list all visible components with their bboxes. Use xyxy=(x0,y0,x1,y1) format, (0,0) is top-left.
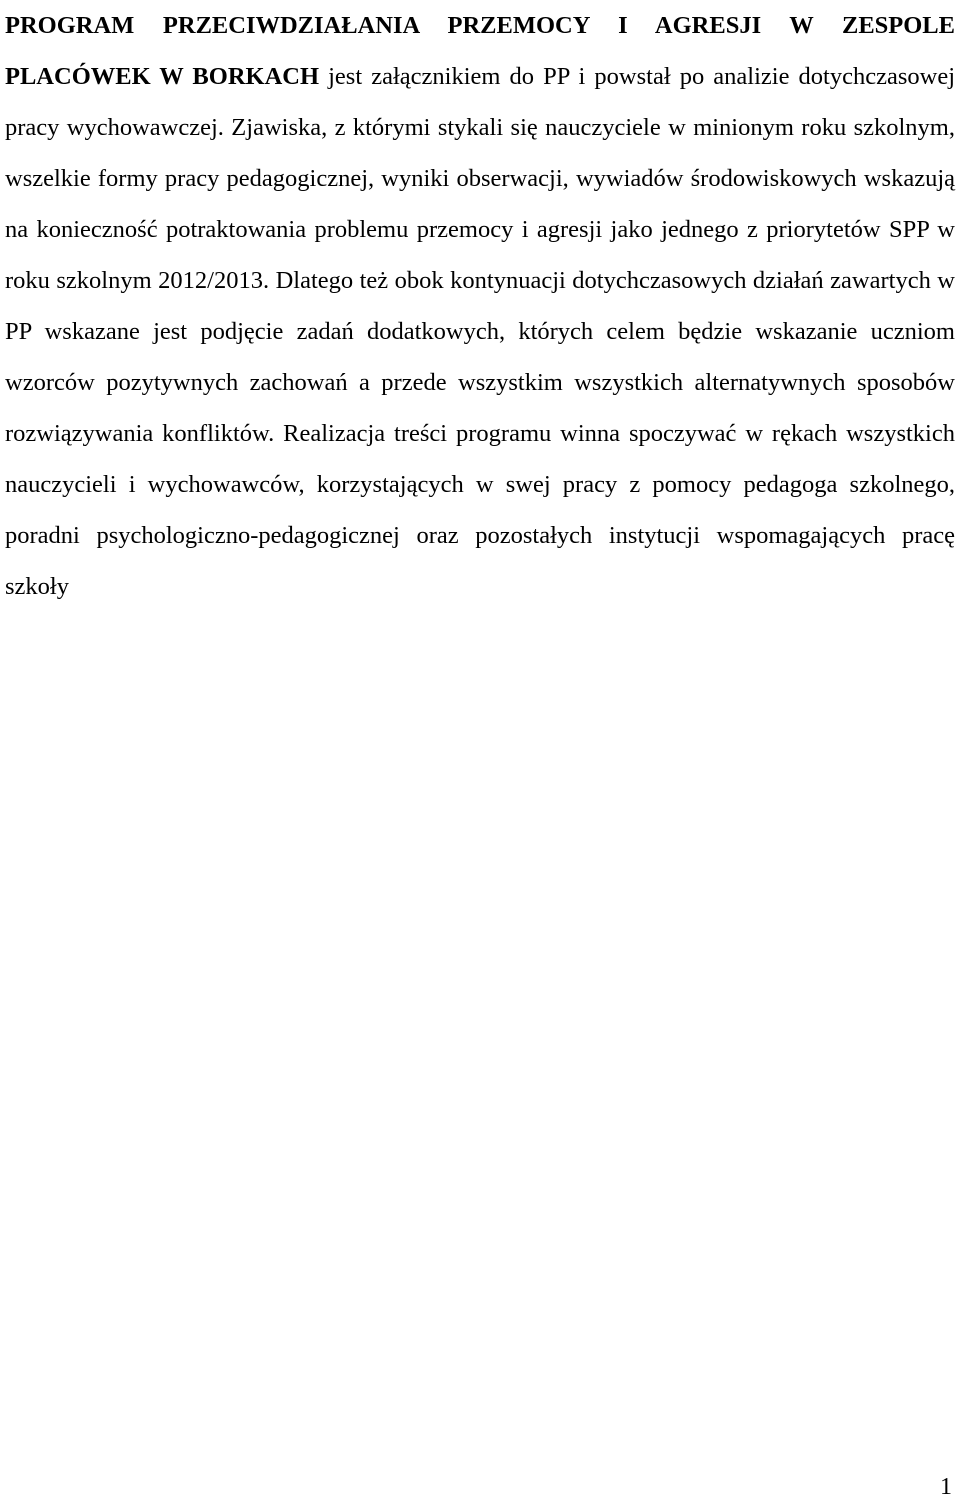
document-title: PROGRAM PRZECIWDZIAŁANIA PRZEMOCY I AGRESJI W ZESPOLE PLACÓWEK W BORKACH xyxy=(5,12,955,90)
page-number: 1 xyxy=(940,1474,952,1500)
document-paragraph-text: jest załącznikiem do PP i powstał po analizie dotychczasowej pracy wychowawczej. Zjawiska, z którymi stykali się nauczyciele w minionym roku szkolnym, wszelkie formy pracy pedagogicznej, wyniki obserwacji, wywiadów środowiskowych wskazują na konieczność potraktowania problemu przemocy i agresji jako jednego z priorytetów SPP w roku szkolnym 2012/2013. Dlatego też obok kontynuacji dotychczasowych działań zawartych w PP wskazane jest podjęcie zadań dodatkowych, których celem będzie wskazanie uczniom wzorców pozytywnych zachowań a przede wszystkim wszystkich alternatywnych sposobów rozwiązywania konfliktów. Realizacja treści programu winna spoczywać w rękach wszystkich nauczycieli i wychowawców, korzystających w swej pracy z pomocy pedagoga szkolnego, poradni psychologiczno-pedagogicznej oraz pozostałych instytucji wspomagających pracę szkoły xyxy=(5,63,956,600)
document-page xyxy=(5,0,955,1509)
document-body-paragraph xyxy=(5,0,955,612)
